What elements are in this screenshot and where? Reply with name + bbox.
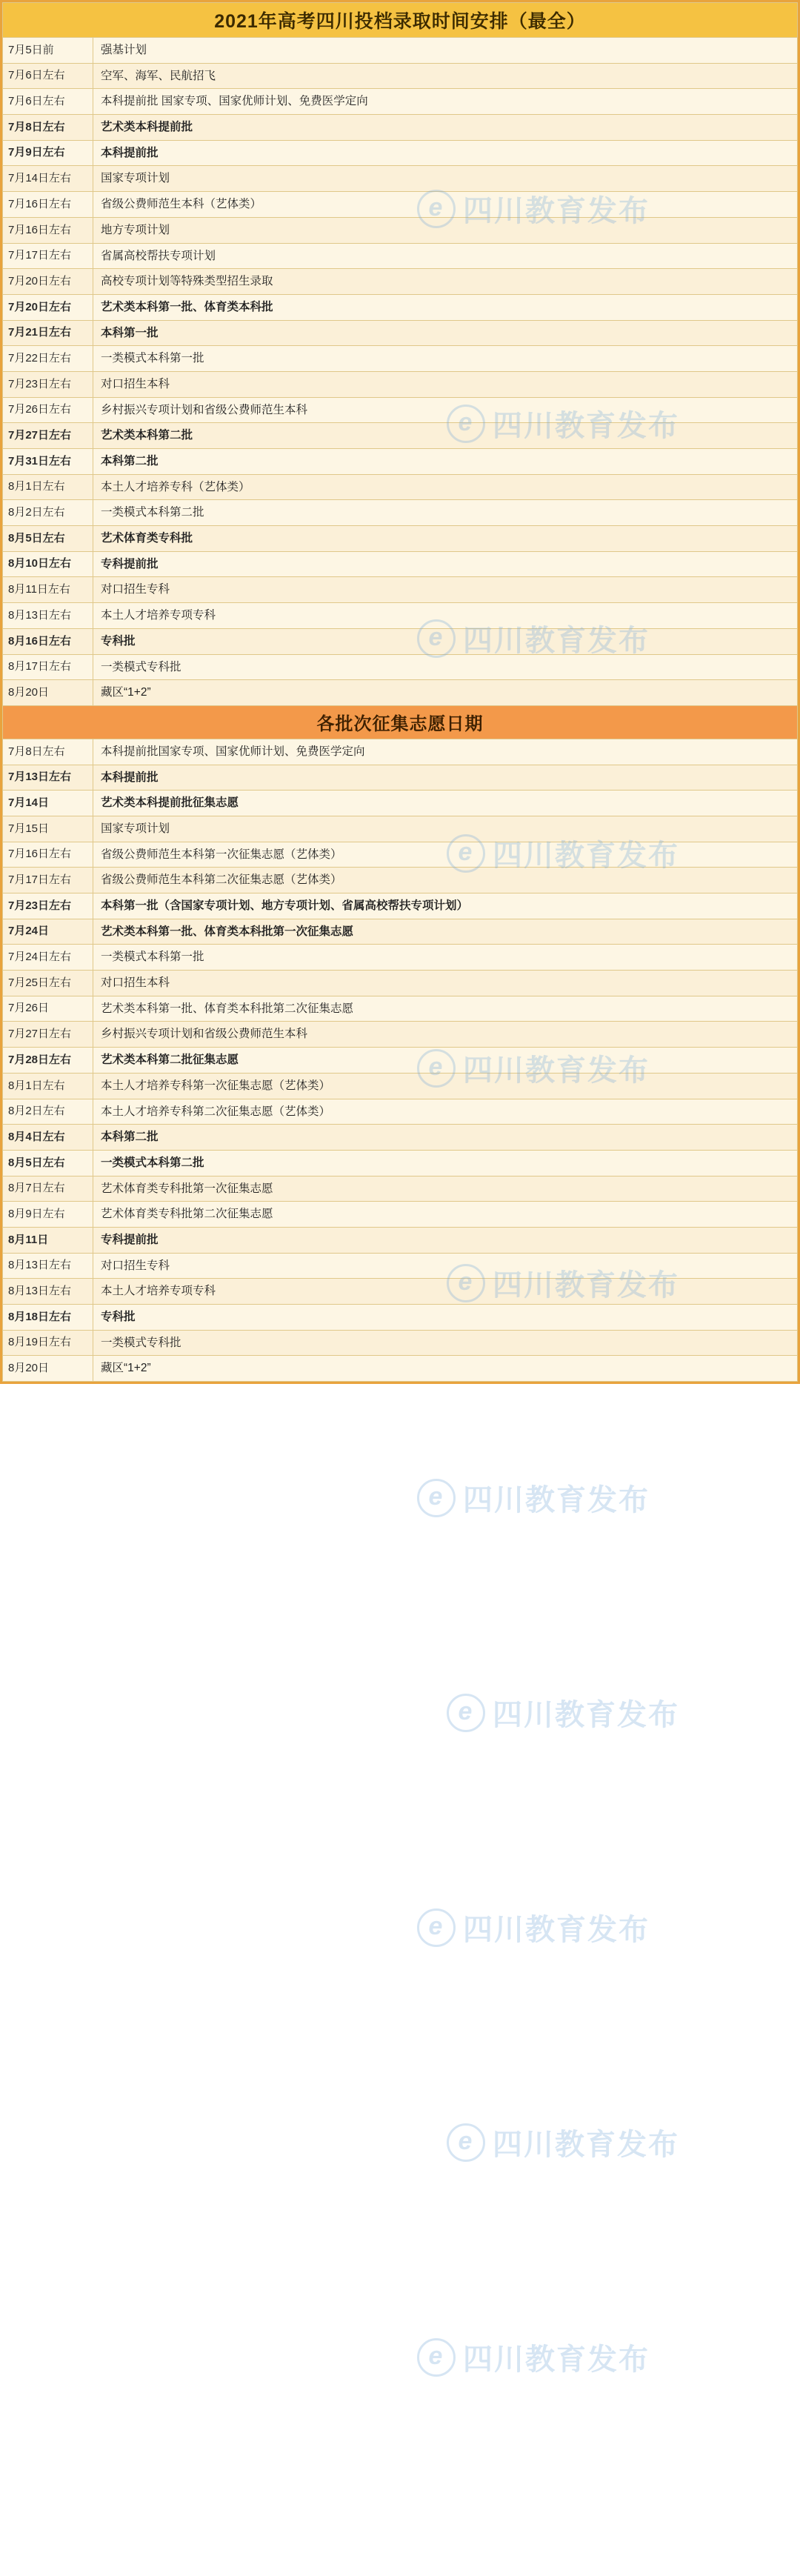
table-row: [3, 603, 798, 629]
table-row: [3, 115, 798, 141]
row-item: 省级公费师范生本科（艺体类）: [93, 192, 798, 218]
row-item: 对口招生本科: [93, 971, 798, 996]
row-item: 藏区“1+2”: [93, 680, 798, 706]
watermark-logo-icon: e: [417, 2338, 456, 2377]
watermark-text: 四川教育发布: [463, 1054, 650, 1087]
watermark-text: 四川教育发布: [463, 625, 650, 657]
row-date: 8月13日左右: [3, 1253, 93, 1279]
table-row: [3, 816, 798, 842]
row-date: 8月18日左右: [3, 1305, 93, 1331]
row-date: 8月10日左右: [3, 551, 93, 577]
row-item: 国家专项计划: [93, 166, 798, 192]
watermark: [417, 2336, 650, 2378]
table-row: [3, 38, 798, 64]
watermark-text: 四川教育发布: [493, 839, 679, 872]
watermark-text: 四川教育发布: [463, 195, 650, 227]
table-row: [3, 526, 798, 552]
row-date: 8月1日左右: [3, 1073, 93, 1099]
row-item: 专科提前批: [93, 1227, 798, 1253]
row-date: 8月19日左右: [3, 1330, 93, 1356]
page-title: 2021年高考四川投档录取时间安排（最全）: [3, 3, 798, 38]
table-row: [3, 1356, 798, 1382]
table-row: [3, 628, 798, 654]
watermark-text: 四川教育发布: [493, 410, 679, 442]
row-date: 7月16日左右: [3, 217, 93, 243]
table-row: [3, 449, 798, 475]
row-item: 艺术体育类专科批: [93, 526, 798, 552]
watermark-logo-icon: e: [447, 405, 485, 443]
table-row: [3, 1176, 798, 1202]
row-date: 7月24日左右: [3, 945, 93, 971]
row-date: 8月17日左右: [3, 654, 93, 680]
row-item: 藏区“1+2”: [93, 1356, 798, 1382]
table-row: [3, 1253, 798, 1279]
row-date: 8月11日: [3, 1227, 93, 1253]
row-item: 乡村振兴专项计划和省级公费师范生本科: [93, 1022, 798, 1048]
table-row: [3, 765, 798, 791]
table-row: [3, 371, 798, 397]
row-date: 8月5日左右: [3, 1150, 93, 1176]
row-item: 本科第一批（含国家专项计划、地方专项计划、省属高校帮扶专项计划）: [93, 893, 798, 919]
row-item: 艺术体育类专科批第二次征集志愿: [93, 1202, 798, 1228]
row-date: 7月27日左右: [3, 423, 93, 449]
table-row: [3, 1022, 798, 1048]
row-item: 空军、海军、民航招飞: [93, 63, 798, 89]
watermark-text: 四川教育发布: [463, 2343, 650, 2376]
row-item: 省级公费师范生本科第一次征集志愿（艺体类）: [93, 842, 798, 868]
row-item: 国家专项计划: [93, 816, 798, 842]
table-row: [3, 893, 798, 919]
row-date: 7月5日前: [3, 38, 93, 64]
row-date: 7月21日左右: [3, 320, 93, 346]
row-date: 7月16日左右: [3, 192, 93, 218]
watermark-logo-icon: e: [417, 1479, 456, 1517]
row-item: 高校专项计划等特殊类型招生录取: [93, 269, 798, 295]
table-row: [3, 739, 798, 765]
table-row: [3, 243, 798, 269]
table-row: [3, 63, 798, 89]
row-item: 艺术类本科第一批、体育类本科批第二次征集志愿: [93, 996, 798, 1022]
row-date: 8月1日左右: [3, 474, 93, 500]
row-date: 8月13日左右: [3, 1279, 93, 1305]
row-date: 8月20日: [3, 680, 93, 706]
row-date: 7月20日左右: [3, 294, 93, 320]
row-item: 一类模式本科第一批: [93, 346, 798, 372]
row-date: 7月28日左右: [3, 1048, 93, 1074]
table-row: [3, 217, 798, 243]
row-item: 艺术类本科第二批: [93, 423, 798, 449]
row-item: 本科提前批国家专项、国家优师计划、免费医学定向: [93, 739, 798, 765]
row-item: 本土人才培养专项专科: [93, 603, 798, 629]
row-item: 一类模式专科批: [93, 654, 798, 680]
table-row: [3, 577, 798, 603]
row-item: 本科提前批: [93, 765, 798, 791]
table-row: [3, 1279, 798, 1305]
table-row: [3, 346, 798, 372]
row-item: 一类模式本科第一批: [93, 945, 798, 971]
row-date: 8月7日左右: [3, 1176, 93, 1202]
table-row: [3, 500, 798, 526]
table-row: [3, 89, 798, 115]
row-date: 7月17日左右: [3, 868, 93, 893]
row-item: 艺术类本科提前批征集志愿: [93, 791, 798, 816]
row-item: 艺术类本科第一批、体育类本科批: [93, 294, 798, 320]
table-row: [3, 868, 798, 893]
table-row: [3, 269, 798, 295]
watermark-text: 四川教育发布: [463, 1914, 650, 1946]
table-row: [3, 1305, 798, 1331]
row-date: 7月6日左右: [3, 63, 93, 89]
row-date: 7月14日: [3, 791, 93, 816]
row-date: 8月13日左右: [3, 603, 93, 629]
row-item: 对口招生本科: [93, 371, 798, 397]
table-row: [3, 654, 798, 680]
table-row: [3, 919, 798, 945]
table-row: [3, 474, 798, 500]
row-date: 7月25日左右: [3, 971, 93, 996]
section-header-row: [3, 705, 798, 739]
row-item: 本科提前批 国家专项、国家优师计划、免费医学定向: [93, 89, 798, 115]
table-row: [3, 1099, 798, 1125]
watermark: [417, 1477, 650, 1519]
row-date: 7月27日左右: [3, 1022, 93, 1048]
row-item: 本科第二批: [93, 449, 798, 475]
table-row: [3, 996, 798, 1022]
table-row: [3, 294, 798, 320]
row-date: 7月26日: [3, 996, 93, 1022]
table-row: [3, 1048, 798, 1074]
watermark: [447, 1691, 679, 1734]
row-item: 专科批: [93, 628, 798, 654]
row-item: 本土人才培养专科第一次征集志愿（艺体类）: [93, 1073, 798, 1099]
row-item: 对口招生专科: [93, 1253, 798, 1279]
row-date: 7月16日左右: [3, 842, 93, 868]
row-date: 7月14日左右: [3, 166, 93, 192]
table-row: [3, 842, 798, 868]
table-row: [3, 423, 798, 449]
table-row: [3, 140, 798, 166]
row-item: 对口招生专科: [93, 577, 798, 603]
table-row: [3, 551, 798, 577]
row-item: 专科批: [93, 1305, 798, 1331]
watermark-text: 四川教育发布: [493, 2129, 679, 2161]
schedule-table: [2, 2, 798, 1382]
watermark-logo-icon: e: [417, 619, 456, 658]
row-item: 乡村振兴专项计划和省级公费师范生本科: [93, 397, 798, 423]
row-item: 一类模式专科批: [93, 1330, 798, 1356]
row-date: 8月9日左右: [3, 1202, 93, 1228]
table-row: [3, 971, 798, 996]
row-date: 7月26日左右: [3, 397, 93, 423]
row-item: 艺术类本科第一批、体育类本科批第一次征集志愿: [93, 919, 798, 945]
row-date: 7月23日左右: [3, 371, 93, 397]
row-date: 8月16日左右: [3, 628, 93, 654]
row-item: 一类模式本科第二批: [93, 500, 798, 526]
row-date: 7月9日左右: [3, 140, 93, 166]
row-item: 一类模式本科第二批: [93, 1150, 798, 1176]
row-item: 本科第一批: [93, 320, 798, 346]
row-item: 本土人才培养专科（艺体类）: [93, 474, 798, 500]
document-title-row: [3, 3, 798, 38]
row-date: 7月17日左右: [3, 243, 93, 269]
row-date: 8月5日左右: [3, 526, 93, 552]
table-row: [3, 1125, 798, 1151]
row-date: 7月6日左右: [3, 89, 93, 115]
watermark-text: 四川教育发布: [463, 1484, 650, 1517]
watermark-logo-icon: e: [447, 2123, 485, 2162]
watermark-logo-icon: e: [447, 1264, 485, 1302]
table-row: [3, 945, 798, 971]
row-date: 7月23日左右: [3, 893, 93, 919]
row-date: 8月11日左右: [3, 577, 93, 603]
watermark-logo-icon: e: [417, 1908, 456, 1947]
row-date: 7月8日左右: [3, 115, 93, 141]
table-row: [3, 680, 798, 706]
table-row: [3, 1150, 798, 1176]
row-date: 8月2日左右: [3, 500, 93, 526]
table-row: [3, 1330, 798, 1356]
table-row: [3, 1227, 798, 1253]
watermark-logo-icon: e: [447, 834, 485, 873]
row-date: 7月8日左右: [3, 739, 93, 765]
row-item: 本科提前批: [93, 140, 798, 166]
table-row: [3, 192, 798, 218]
row-item: 本科第二批: [93, 1125, 798, 1151]
row-item: 艺术类本科第二批征集志愿: [93, 1048, 798, 1074]
row-date: 7月20日左右: [3, 269, 93, 295]
schedule-table-body: [3, 3, 798, 1382]
row-date: 7月15日: [3, 816, 93, 842]
row-date: 8月2日左右: [3, 1099, 93, 1125]
row-item: 艺术类本科提前批: [93, 115, 798, 141]
row-item: 省级公费师范生本科第二次征集志愿（艺体类）: [93, 868, 798, 893]
row-date: 7月31日左右: [3, 449, 93, 475]
table-row: [3, 397, 798, 423]
row-date: 8月20日: [3, 1356, 93, 1382]
table-row: [3, 1202, 798, 1228]
watermark: [417, 1906, 650, 1948]
row-date: 7月22日左右: [3, 346, 93, 372]
row-item: 艺术体育类专科批第一次征集志愿: [93, 1176, 798, 1202]
row-item: 本土人才培养专项专科: [93, 1279, 798, 1305]
row-date: 8月4日左右: [3, 1125, 93, 1151]
table-row: [3, 166, 798, 192]
watermark-text: 四川教育发布: [493, 1699, 679, 1731]
table-row: [3, 320, 798, 346]
watermark-logo-icon: e: [417, 1049, 456, 1088]
watermark-logo-icon: e: [447, 1694, 485, 1732]
row-date: 7月24日: [3, 919, 93, 945]
table-row: [3, 791, 798, 816]
row-date: 7月13日左右: [3, 765, 93, 791]
section-title: 各批次征集志愿日期: [3, 705, 798, 739]
watermark-text: 四川教育发布: [493, 1269, 679, 1302]
row-item: 地方专项计划: [93, 217, 798, 243]
row-item: 本土人才培养专科第二次征集志愿（艺体类）: [93, 1099, 798, 1125]
watermark-logo-icon: e: [417, 190, 456, 228]
row-item: 省属高校帮扶专项计划: [93, 243, 798, 269]
row-item: 专科提前批: [93, 551, 798, 577]
row-item: 强基计划: [93, 38, 798, 64]
table-row: [3, 1073, 798, 1099]
watermark: [447, 2121, 679, 2163]
